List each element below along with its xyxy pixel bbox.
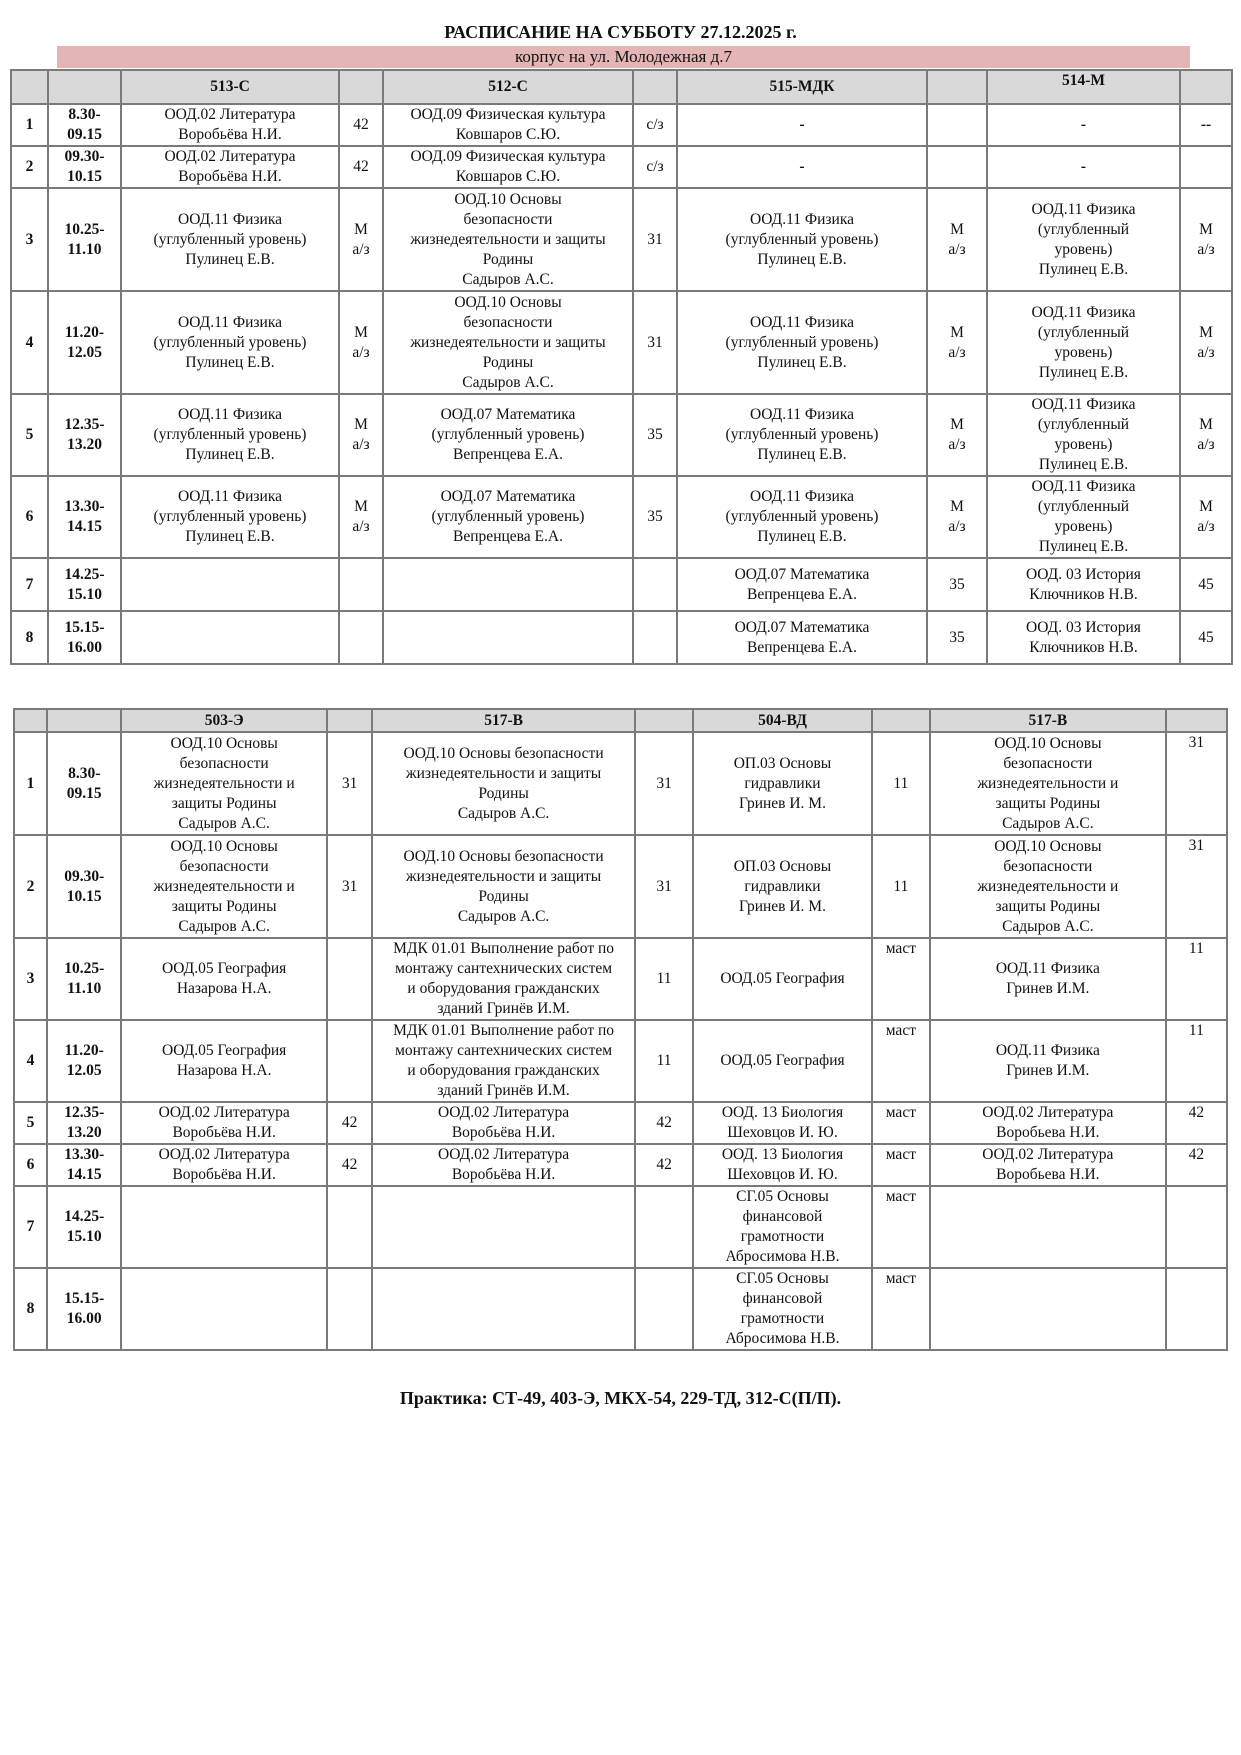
lesson-time: 12.35- 13.20 <box>47 1102 121 1144</box>
room-cell: М а/з <box>927 394 987 476</box>
room-cell: 11 <box>635 1020 693 1102</box>
lesson-cell: - <box>987 146 1180 188</box>
page-title: РАСПИСАНИЕ НА СУББОТУ 27.12.2025 г. <box>444 22 797 42</box>
lesson-cell: ООД.10 Основы безопасности жизнедеятельности и защиты Родины Садыров А.С. <box>930 732 1166 835</box>
lesson-time: 10.25- 11.10 <box>48 188 121 291</box>
lesson-cell: ООД.10 Основы безопасности жизнедеятельности и защиты Родины Садыров А.С. <box>121 835 327 938</box>
lesson-cell: ООД.02 Литература Воробьева Н.И. <box>930 1144 1166 1186</box>
lesson-cell: ООД.05 География Назарова Н.А. <box>121 938 327 1020</box>
room-cell: 31 <box>1166 835 1227 938</box>
lesson-number: 2 <box>11 146 48 188</box>
room-cell <box>1166 1186 1227 1268</box>
room-cell <box>927 104 987 146</box>
header-room <box>1166 709 1227 732</box>
room-cell <box>327 1186 372 1268</box>
table-row <box>14 1268 1227 1350</box>
room-cell <box>635 1268 693 1350</box>
header-room <box>339 70 383 104</box>
lesson-cell: ООД. 03 История Ключников Н.В. <box>987 611 1180 664</box>
table-row <box>11 394 1232 476</box>
lesson-cell <box>121 1268 327 1350</box>
lesson-cell: МДК 01.01 Выполнение работ по монтажу сантехнических систем и оборудования гражданских зданий Гринёв И.М. <box>372 1020 635 1102</box>
room-cell: маст <box>872 1102 930 1144</box>
lesson-cell <box>372 1268 635 1350</box>
room-cell: 11 <box>872 732 930 835</box>
lesson-time: 8.30- 09.15 <box>48 104 121 146</box>
room-cell: 35 <box>927 611 987 664</box>
header-room <box>635 709 693 732</box>
room-cell <box>327 1020 372 1102</box>
room-cell: 42 <box>1166 1102 1227 1144</box>
lesson-cell <box>930 1268 1166 1350</box>
lesson-cell: ОП.03 Основы гидравлики Гринев И. М. <box>693 732 872 835</box>
lesson-number: 1 <box>14 732 47 835</box>
lesson-cell: ООД.02 Литература Воробьёва Н.И. <box>372 1144 635 1186</box>
lesson-cell <box>930 1186 1166 1268</box>
group-header: 515-МДК <box>677 70 927 104</box>
room-cell: 42 <box>635 1102 693 1144</box>
table-row <box>11 558 1232 611</box>
lesson-cell: ООД.11 Физика (углубленный уровень) Пулинец Е.В. <box>121 476 339 558</box>
room-cell: М а/з <box>339 476 383 558</box>
lesson-number: 7 <box>14 1186 47 1268</box>
room-cell: 42 <box>635 1144 693 1186</box>
room-cell <box>927 146 987 188</box>
lesson-cell <box>121 611 339 664</box>
schedule-table-1 <box>10 69 1233 665</box>
lesson-time: 13.30- 14.15 <box>47 1144 121 1186</box>
lesson-cell: ООД.10 Основы безопасности жизнедеятельности и защиты Родины Садыров А.С. <box>383 188 633 291</box>
room-cell <box>633 558 677 611</box>
room-cell: -- <box>1180 104 1232 146</box>
room-cell: 35 <box>633 476 677 558</box>
room-cell: маст <box>872 938 930 1020</box>
lesson-cell: ООД. 03 История Ключников Н.В. <box>987 558 1180 611</box>
lesson-cell: СГ.05 Основы финансовой грамотности Абросимова Н.В. <box>693 1186 872 1268</box>
group-header: 512-С <box>383 70 633 104</box>
group-header: 517-В <box>930 709 1166 732</box>
lesson-cell: ООД.11 Физика (углубленный уровень) Пулинец Е.В. <box>121 188 339 291</box>
table-header-row <box>11 70 1232 104</box>
lesson-time: 09.30- 10.15 <box>48 146 121 188</box>
group-header: 504-ВД <box>693 709 872 732</box>
header-time <box>48 70 121 104</box>
lesson-cell: ООД.05 География <box>693 938 872 1020</box>
room-cell: с/з <box>633 104 677 146</box>
lesson-number: 1 <box>11 104 48 146</box>
lesson-cell <box>383 611 633 664</box>
lesson-number: 4 <box>11 291 48 394</box>
header-room <box>872 709 930 732</box>
lesson-cell: ОП.03 Основы гидравлики Гринев И. М. <box>693 835 872 938</box>
group-header: 514-М <box>987 70 1180 104</box>
table-row <box>11 188 1232 291</box>
room-cell: 35 <box>633 394 677 476</box>
room-cell <box>1180 146 1232 188</box>
header-time <box>47 709 121 732</box>
room-cell: М а/з <box>339 394 383 476</box>
lesson-number: 6 <box>11 476 48 558</box>
lesson-cell: ООД.02 Литература Воробьева Н.И. <box>930 1102 1166 1144</box>
header-room <box>1180 70 1232 104</box>
lesson-cell: ООД.07 Математика Вепренцева Е.А. <box>677 558 927 611</box>
room-cell: М а/з <box>927 291 987 394</box>
lesson-time: 12.35- 13.20 <box>48 394 121 476</box>
lesson-time: 13.30- 14.15 <box>48 476 121 558</box>
table-header-row <box>14 709 1227 732</box>
header-lesson-number <box>14 709 47 732</box>
table-row <box>14 732 1227 835</box>
room-cell <box>635 1186 693 1268</box>
room-cell: М а/з <box>339 291 383 394</box>
room-cell: М а/з <box>1180 291 1232 394</box>
room-cell <box>633 611 677 664</box>
room-cell: 31 <box>633 188 677 291</box>
room-cell <box>327 938 372 1020</box>
lesson-cell: ООД.10 Основы безопасности жизнедеятельности и защиты Родины Садыров А.С. <box>372 732 635 835</box>
lesson-cell: ООД.11 Физика (углубленный уровень) Пулинец Е.В. <box>677 291 927 394</box>
table-row <box>11 291 1232 394</box>
lesson-cell: ООД.11 Физика (углубленный уровень) Пулинец Е.В. <box>987 188 1180 291</box>
room-cell: М а/з <box>927 188 987 291</box>
room-cell: М а/з <box>1180 188 1232 291</box>
room-cell: 31 <box>1166 732 1227 835</box>
lesson-cell: ООД.02 Литература Воробьёва Н.И. <box>121 146 339 188</box>
lesson-time: 11.20- 12.05 <box>47 1020 121 1102</box>
building-address-banner: корпус на ул. Молодежная д.7 <box>57 46 1190 68</box>
room-cell <box>339 558 383 611</box>
lesson-cell: ООД.11 Физика Гринев И.М. <box>930 1020 1166 1102</box>
room-cell <box>327 1268 372 1350</box>
room-cell: 31 <box>635 835 693 938</box>
practice-note: Практика: СТ-49, 403-Э, МКХ-54, 229-ТД, 312-С(П/П). <box>399 1388 842 1408</box>
room-cell: 45 <box>1180 558 1232 611</box>
lesson-number: 7 <box>11 558 48 611</box>
lesson-cell: ООД.07 Математика (углубленный уровень) Вепренцева Е.А. <box>383 394 633 476</box>
lesson-cell: ООД.10 Основы безопасности жизнедеятельности и защиты Родины Садыров А.С. <box>372 835 635 938</box>
lesson-number: 5 <box>14 1102 47 1144</box>
room-cell: 31 <box>635 732 693 835</box>
lesson-cell: - <box>987 104 1180 146</box>
lesson-cell: СГ.05 Основы финансовой грамотности Абросимова Н.В. <box>693 1268 872 1350</box>
lesson-cell: ООД. 13 Биология Шеховцов И. Ю. <box>693 1102 872 1144</box>
group-header: 517-В <box>372 709 635 732</box>
lesson-cell: ООД.02 Литература Воробьёва Н.И. <box>121 104 339 146</box>
room-cell: 45 <box>1180 611 1232 664</box>
lesson-number: 5 <box>11 394 48 476</box>
lesson-number: 8 <box>14 1268 47 1350</box>
room-cell: 42 <box>1166 1144 1227 1186</box>
lesson-cell: ООД.11 Физика (углубленный уровень) Пулинец Е.В. <box>987 291 1180 394</box>
lesson-cell: ООД.02 Литература Воробьёва Н.И. <box>121 1102 327 1144</box>
room-cell: М а/з <box>1180 476 1232 558</box>
lesson-cell: ООД.10 Основы безопасности жизнедеятельности и защиты Родины Садыров А.С. <box>930 835 1166 938</box>
header-room <box>927 70 987 104</box>
lesson-cell: ООД.10 Основы безопасности жизнедеятельности и защиты Родины Садыров А.С. <box>383 291 633 394</box>
table-row <box>11 611 1232 664</box>
room-cell: 42 <box>327 1144 372 1186</box>
room-cell: 11 <box>872 835 930 938</box>
lesson-cell <box>121 1186 327 1268</box>
room-cell: 31 <box>327 732 372 835</box>
table-row <box>14 938 1227 1020</box>
lesson-cell: ООД. 13 Биология Шеховцов И. Ю. <box>693 1144 872 1186</box>
lesson-cell: ООД.11 Физика (углубленный уровень) Пулинец Е.В. <box>677 394 927 476</box>
lesson-cell <box>121 558 339 611</box>
table-row <box>11 104 1232 146</box>
room-cell: М а/з <box>1180 394 1232 476</box>
lesson-time: 14.25- 15.10 <box>47 1186 121 1268</box>
lesson-cell: ООД.11 Физика (углубленный уровень) Пулинец Е.В. <box>677 188 927 291</box>
room-cell <box>339 611 383 664</box>
lesson-number: 3 <box>14 938 47 1020</box>
lesson-number: 4 <box>14 1020 47 1102</box>
header-lesson-number <box>11 70 48 104</box>
lesson-time: 14.25- 15.10 <box>48 558 121 611</box>
lesson-cell: МДК 01.01 Выполнение работ по монтажу сантехнических систем и оборудования гражданских зданий Гринёв И.М. <box>372 938 635 1020</box>
lesson-time: 8.30- 09.15 <box>47 732 121 835</box>
lesson-number: 6 <box>14 1144 47 1186</box>
room-cell: 35 <box>927 558 987 611</box>
lesson-time: 15.15- 16.00 <box>47 1268 121 1350</box>
room-cell: маст <box>872 1186 930 1268</box>
lesson-cell: ООД.05 География <box>693 1020 872 1102</box>
lesson-number: 8 <box>11 611 48 664</box>
lesson-cell: ООД.11 Физика Гринев И.М. <box>930 938 1166 1020</box>
room-cell: 11 <box>1166 938 1227 1020</box>
lesson-cell <box>372 1186 635 1268</box>
room-cell: с/з <box>633 146 677 188</box>
room-cell: 42 <box>339 146 383 188</box>
lesson-cell: ООД.11 Физика (углубленный уровень) Пулинец Е.В. <box>677 476 927 558</box>
group-header: 503-Э <box>121 709 327 732</box>
table-row <box>14 1186 1227 1268</box>
room-cell <box>1166 1268 1227 1350</box>
lesson-cell: ООД.07 Математика Вепренцева Е.А. <box>677 611 927 664</box>
lesson-cell: ООД.11 Физика (углубленный уровень) Пулинец Е.В. <box>987 394 1180 476</box>
lesson-time: 10.25- 11.10 <box>47 938 121 1020</box>
room-cell: 11 <box>1166 1020 1227 1102</box>
table-row <box>11 476 1232 558</box>
lesson-number: 3 <box>11 188 48 291</box>
group-header: 513-С <box>121 70 339 104</box>
table-row <box>14 1102 1227 1144</box>
room-cell: 31 <box>327 835 372 938</box>
room-cell: 11 <box>635 938 693 1020</box>
lesson-time: 11.20- 12.05 <box>48 291 121 394</box>
room-cell: маст <box>872 1020 930 1102</box>
room-cell: 42 <box>339 104 383 146</box>
room-cell: 42 <box>327 1102 372 1144</box>
lesson-cell: ООД.10 Основы безопасности жизнедеятельности и защиты Родины Садыров А.С. <box>121 732 327 835</box>
lesson-cell: ООД.11 Физика (углубленный уровень) Пулинец Е.В. <box>987 476 1180 558</box>
room-cell: 31 <box>633 291 677 394</box>
room-cell: маст <box>872 1268 930 1350</box>
lesson-time: 09.30- 10.15 <box>47 835 121 938</box>
lesson-cell: ООД.05 География Назарова Н.А. <box>121 1020 327 1102</box>
lesson-cell: ООД.02 Литература Воробьёва Н.И. <box>121 1144 327 1186</box>
lesson-number: 2 <box>14 835 47 938</box>
lesson-time: 15.15- 16.00 <box>48 611 121 664</box>
schedule-table-2 <box>13 708 1228 1351</box>
table-row <box>14 1020 1227 1102</box>
table-row <box>14 835 1227 938</box>
lesson-cell: ООД.11 Физика (углубленный уровень) Пулинец Е.В. <box>121 394 339 476</box>
lesson-cell: ООД.07 Математика (углубленный уровень) Вепренцева Е.А. <box>383 476 633 558</box>
header-room <box>633 70 677 104</box>
header-room <box>327 709 372 732</box>
lesson-cell: ООД.02 Литература Воробьёва Н.И. <box>372 1102 635 1144</box>
lesson-cell: - <box>677 104 927 146</box>
room-cell: маст <box>872 1144 930 1186</box>
lesson-cell <box>383 558 633 611</box>
lesson-cell: ООД.09 Физическая культура Ковшаров С.Ю. <box>383 146 633 188</box>
room-cell: М а/з <box>927 476 987 558</box>
table-row <box>11 146 1232 188</box>
table-row <box>14 1144 1227 1186</box>
lesson-cell: ООД.09 Физическая культура Ковшаров С.Ю. <box>383 104 633 146</box>
lesson-cell: - <box>677 146 927 188</box>
room-cell: М а/з <box>339 188 383 291</box>
lesson-cell: ООД.11 Физика (углубленный уровень) Пулинец Е.В. <box>121 291 339 394</box>
